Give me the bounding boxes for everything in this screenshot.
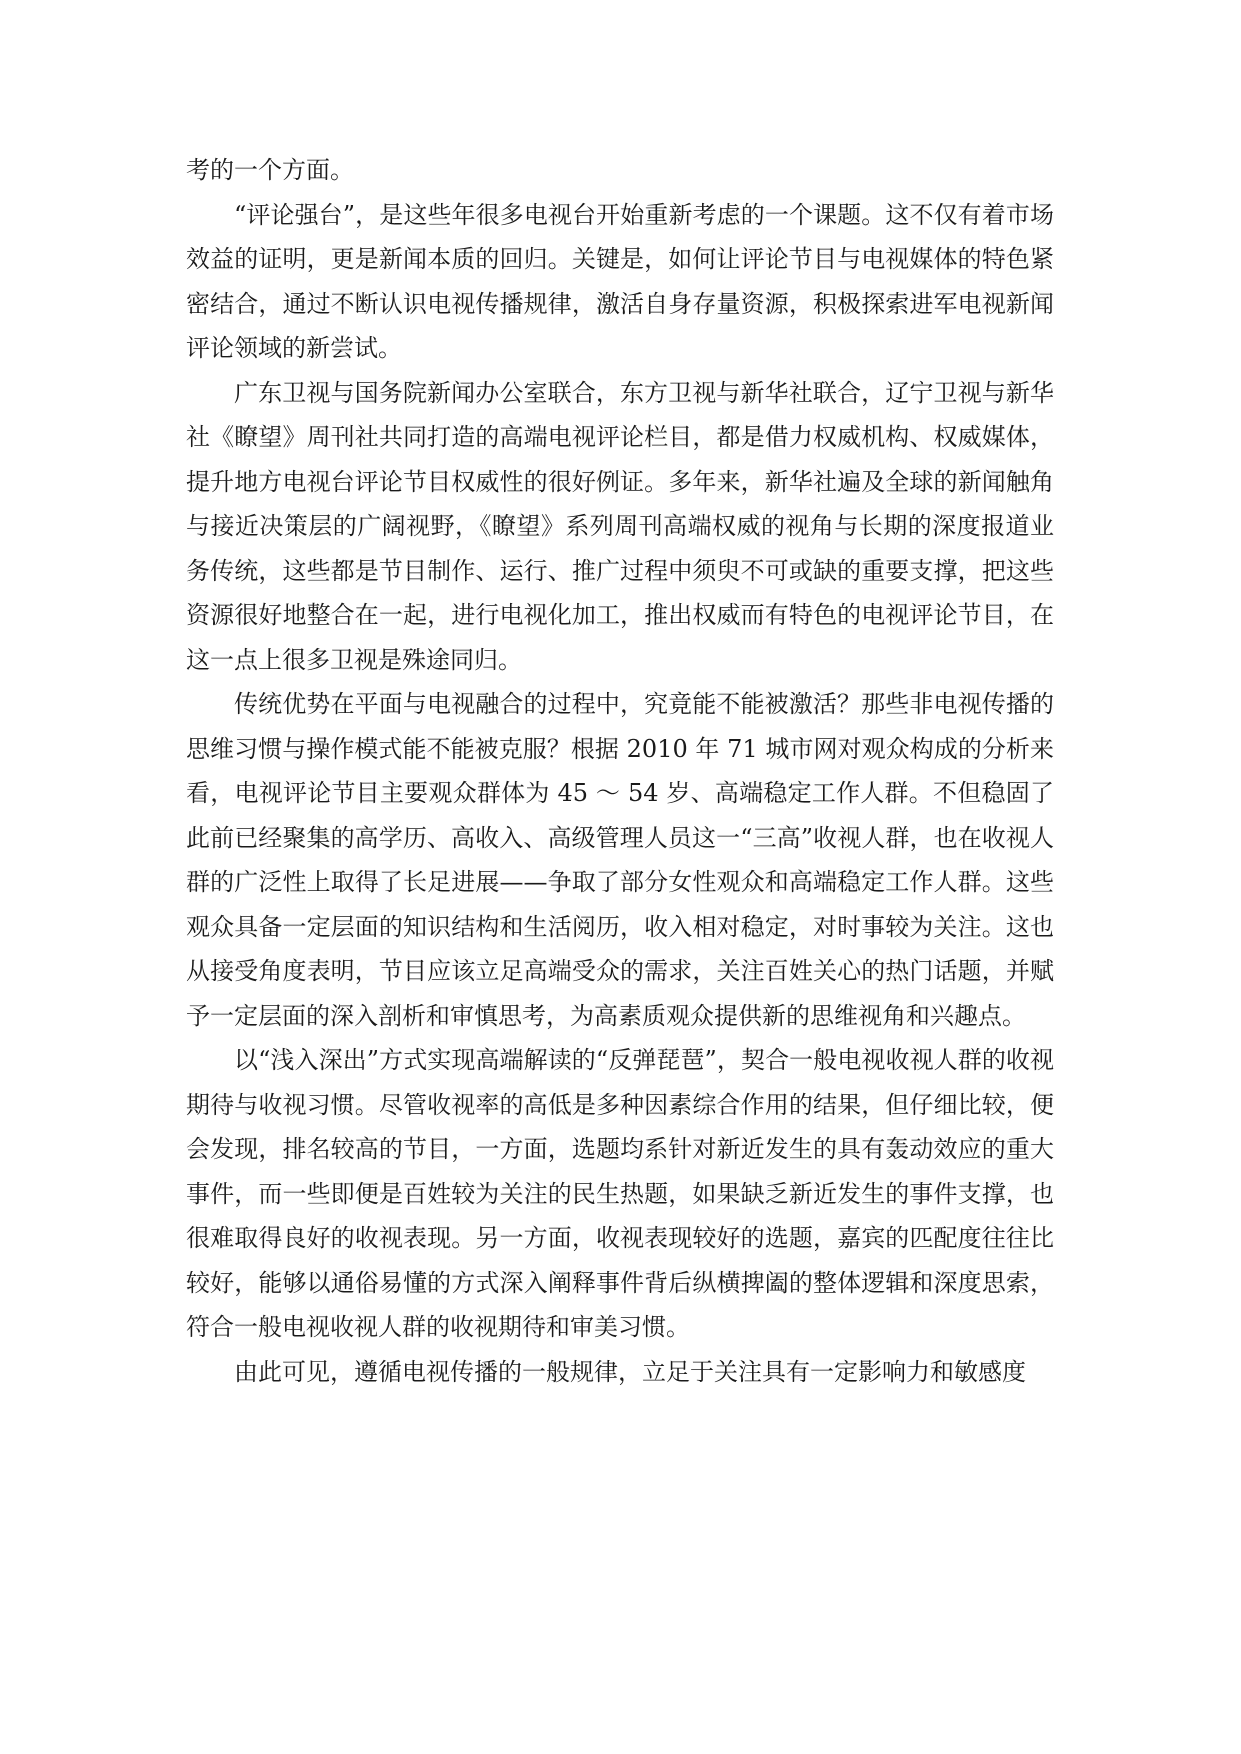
paragraph: “评论强台”，是这些年很多电视台开始重新考虑的一个课题。这不仅有着市场效益的证明，更是新闻本质的回归。关键是，如何让评论节目与电视媒体的特色紧密结合，通过不断认识电视传播规律，激活自身存量资源，积极探索进军电视新闻评论领域的新尝试。 [186,200,1054,362]
body-text [186,148,1054,1394]
paragraph-continued: 考的一个方面。 [186,156,354,184]
paragraph: 传统优势在平面与电视融合的过程中，究竟能不能被激活？那些非电视传播的思维习惯与操作模式能不能被克服？根据 2010 年 71 城市网对观众构成的分析来看，电视评论节目主要观众群体为 45 ～ 54 岁、高端稳定工作人群。不但稳固了此前已经聚集的高学历、高收入、高级管理人员这一“三高”收视人群，也在收视人群的广泛性上取得了长足进展——争取了部分女性观众和高端稳定工作人群。这些观众具备一定层面的知识结构和生活阅历，收入相对稳定，对时事较为关注。这也从接受角度表明，节目应该立足高端受众的需求，关注百姓关心的热门话题，并赋予一定层面的深入剖析和审慎思考，为高素质观众提供新的思维视角和兴趣点。 [186,690,1054,1030]
paragraph: 广东卫视与国务院新闻办公室联合，东方卫视与新华社联合，辽宁卫视与新华社《瞭望》周刊社共同打造的高端电视评论栏目，都是借力权威机构、权威媒体，提升地方电视台评论节目权威性的很好例证。多年来，新华社遍及全球的新闻触角与接近决策层的广阔视野，《瞭望》系列周刊高端权威的视角与长期的深度报道业务传统，这些都是节目制作、运行、推广过程中须臾不可或缺的重要支撑，把这些资源很好地整合在一起，进行电视化加工，推出权威而有特色的电视评论节目，在这一点上很多卫视是殊途同归。 [186,378,1054,674]
paragraph: 由此可见，遵循电视传播的一般规律，立足于关注具有一定影响力和敏感度 [234,1357,1026,1386]
paragraph: 以“浅入深出”方式实现高端解读的“反弹琵琶”，契合一般电视收视人群的收视期待与收视习惯。尽管收视率的高低是多种因素综合作用的结果，但仔细比较，便会发现，排名较高的节目，一方面，选题均系针对新近发生的具有轰动效应的重大事件，而一些即便是百姓较为关注的民生热题，如果缺乏新近发生的事件支撑，也很难取得良好的收视表现。另一方面，收视表现较好的选题，嘉宾的匹配度往往比较好，能够以通俗易懂的方式深入阐释事件背后纵横捭阖的整体逻辑和深度思索，符合一般电视收视人群的收视期待和审美习惯。 [186,1046,1054,1341]
